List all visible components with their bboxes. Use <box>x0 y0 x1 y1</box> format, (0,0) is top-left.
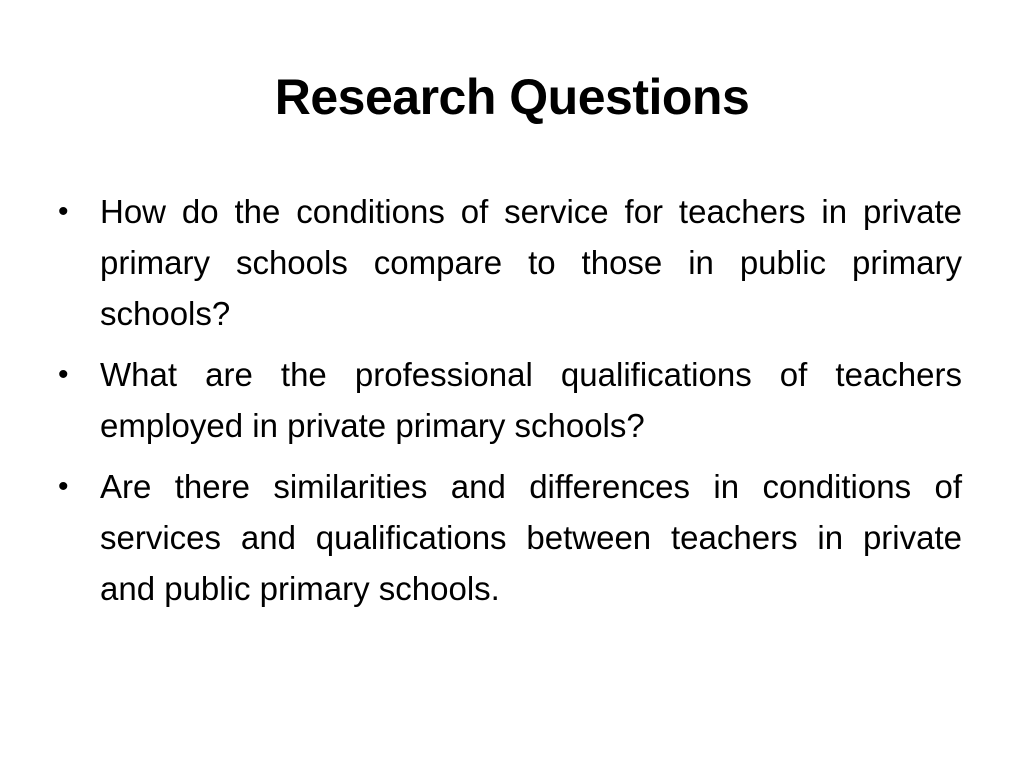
bullet-text: How do the conditions of service for teachers in private primary schools compare to those in public primary schools? <box>100 193 962 332</box>
bullet-item <box>56 349 962 451</box>
bullet-marker: • <box>58 470 69 503</box>
bullet-text: What are the professional qualifications of teachers employed in private primary schools? <box>100 356 962 444</box>
bullet-marker: • <box>58 358 69 391</box>
slide-title: Research Questions <box>274 69 750 125</box>
bullet-item <box>56 186 962 339</box>
bullet-marker: • <box>58 195 69 228</box>
bullet-item <box>56 461 962 614</box>
bullet-text: Are there similarities and differences in conditions of services and qualifications between teachers in private and public primary schools. <box>100 468 962 607</box>
bullet-list <box>56 186 962 624</box>
